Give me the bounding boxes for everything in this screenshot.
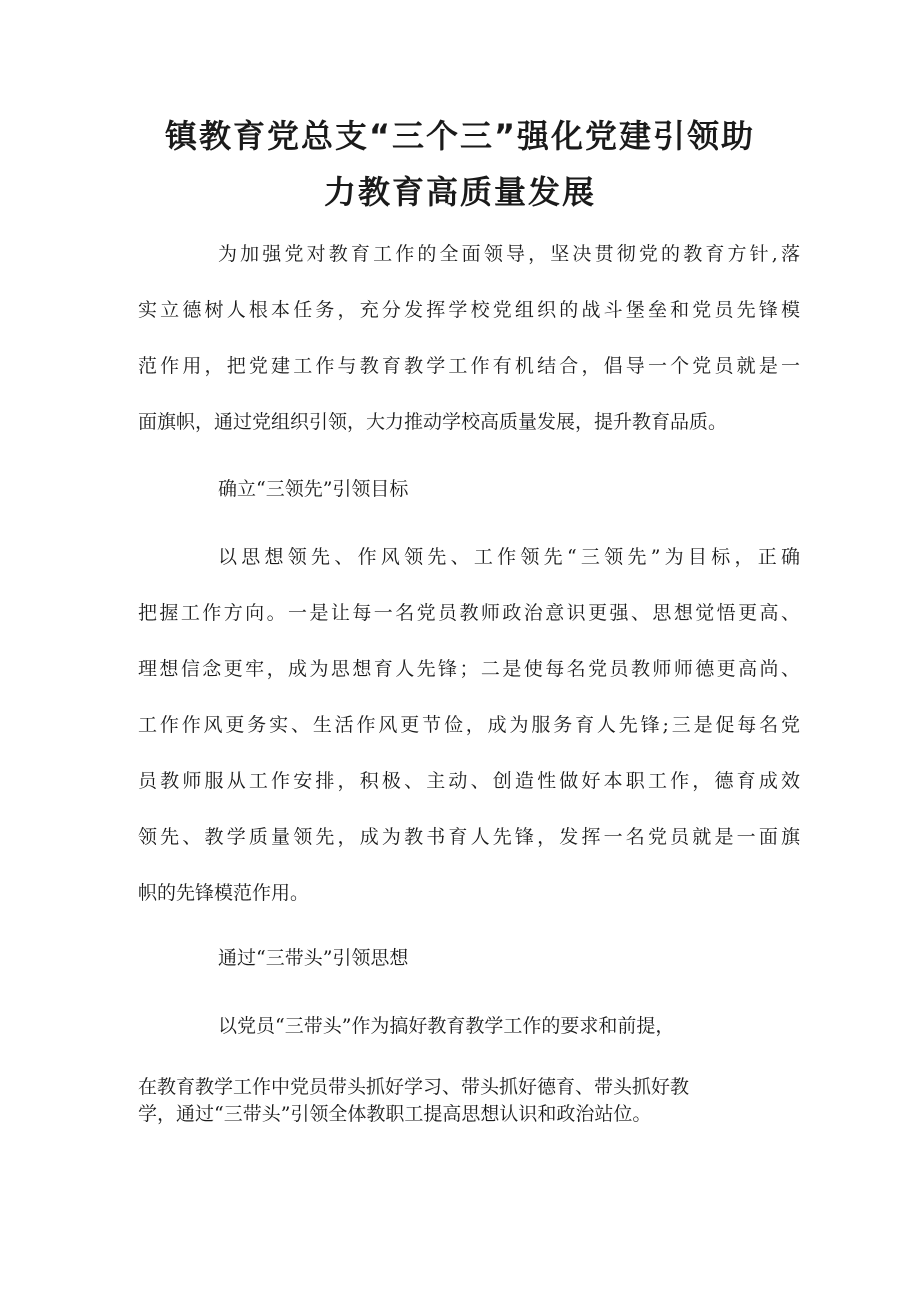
section-1-line: 领先、教学质量领先，成为教书育人先锋，发挥一名党员就是一面旗 xyxy=(138,826,800,848)
section-1-line: 把握工作方向。一是让每一名党员教师政治意识更强、思想觉悟更高、 xyxy=(138,602,800,624)
section-1-line: 工作作风更务实、生活作风更节俭，成为服务育人先锋;三是促每名党 xyxy=(138,714,800,736)
section-1-line: 以思想领先、作风领先、工作领先“三领先”为目标，正确 xyxy=(218,546,800,568)
section-2-heading: 通过“三带头”引领思想 xyxy=(218,947,409,969)
intro-line: 面旗帜，通过党组织引领，大力推动学校高质量发展，提升教育品质。 xyxy=(138,411,728,433)
intro-line: 为加强党对教育工作的全面领导，坚决贯彻党的教育方针,落 xyxy=(218,243,800,265)
document-title-line-1: 镇教育党总支“三个三”强化党建引领助 xyxy=(164,117,756,155)
section-2-line: 学，通过“三带头”引领全体教职工提高思想认识和政治站位。 xyxy=(138,1103,652,1125)
section-1-line: 理想信念更牢，成为思想育人先锋；二是使每名党员教师师德更高尚、 xyxy=(138,658,800,680)
section-1-line: 员教师服从工作安排，积极、主动、创造性做好本职工作，德育成效 xyxy=(138,770,800,792)
intro-line: 实立德树人根本任务，充分发挥学校党组织的战斗堡垒和党员先锋模 xyxy=(138,299,800,321)
section-1-line: 帜的先锋模范作用。 xyxy=(138,882,310,904)
section-2-line: 在教育教学工作中党员带头抓好学习、带头抓好德育、带头抓好教 xyxy=(138,1076,690,1098)
document-title-line-2: 力教育高质量发展 xyxy=(323,173,596,211)
intro-line: 范作用，把党建工作与教育教学工作有机结合，倡导一个党员就是一 xyxy=(138,355,800,377)
section-2-first-line: 以党员“三带头”作为搞好教育教学工作的要求和前提， xyxy=(218,1015,675,1037)
section-1-heading: 确立“三领先”引领目标 xyxy=(218,478,409,500)
